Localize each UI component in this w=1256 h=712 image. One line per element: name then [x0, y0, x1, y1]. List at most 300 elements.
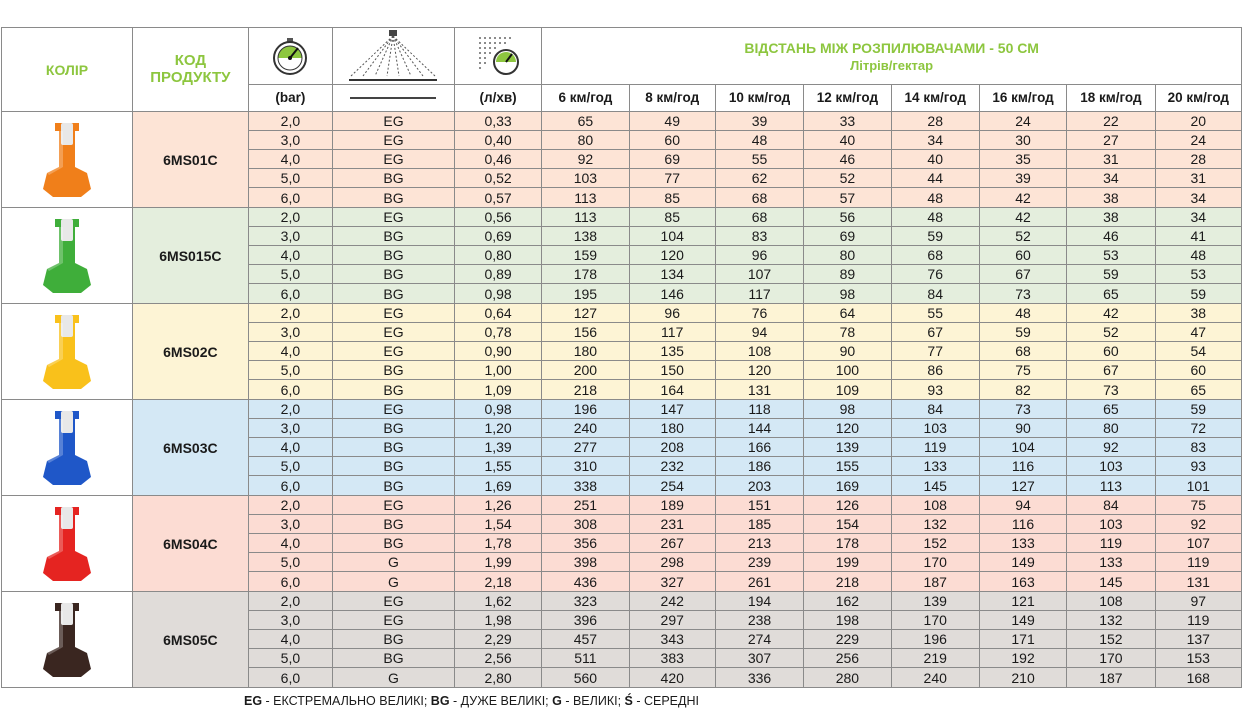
rate-cell: 108 — [715, 342, 803, 361]
rate-cell: 133 — [979, 534, 1066, 553]
rate-cell: 436 — [542, 572, 629, 592]
rate-cell: 77 — [629, 169, 715, 188]
legend-s-text: - СЕРЕДНІ — [632, 694, 699, 708]
rate-cell: 180 — [542, 342, 629, 361]
droplet-class-cell: BG — [333, 630, 455, 649]
rate-cell: 67 — [891, 323, 979, 342]
distance-subtitle: Літрів/гектар — [850, 57, 934, 73]
table-row — [2, 496, 1242, 515]
rate-cell: 119 — [1155, 611, 1241, 630]
rate-cell: 180 — [629, 419, 715, 438]
flow-cell: 1,26 — [454, 496, 541, 515]
legend-g-text: - ВЕЛИКІ; — [561, 694, 625, 708]
rate-cell: 100 — [804, 361, 891, 380]
rate-cell: 121 — [979, 592, 1066, 611]
rate-cell: 94 — [715, 323, 803, 342]
rate-cell: 73 — [1067, 380, 1155, 400]
legend-s-code: Ś — [624, 694, 633, 708]
pressure-cell: 2,0 — [248, 592, 332, 611]
color-header: КОЛІР — [2, 28, 133, 112]
rate-cell: 42 — [979, 208, 1066, 227]
droplet-class-cell: BG — [333, 438, 455, 457]
rate-cell: 139 — [891, 592, 979, 611]
rate-cell: 35 — [979, 150, 1066, 169]
rate-cell: 113 — [542, 208, 629, 227]
pressure-cell: 6,0 — [248, 380, 332, 400]
rate-cell: 229 — [804, 630, 891, 649]
table-row — [2, 400, 1242, 419]
pressure-cell: 5,0 — [248, 553, 332, 572]
rate-cell: 150 — [629, 361, 715, 380]
rate-cell: 218 — [804, 572, 891, 592]
rate-cell: 232 — [629, 457, 715, 476]
rate-cell: 113 — [542, 188, 629, 208]
rate-cell: 261 — [715, 572, 803, 592]
rate-cell: 107 — [1155, 534, 1241, 553]
rate-cell: 149 — [979, 553, 1066, 572]
nozzle-color-swatch — [2, 496, 133, 592]
table-row — [2, 208, 1242, 227]
rate-cell: 155 — [804, 457, 891, 476]
flow-cell: 0,52 — [454, 169, 541, 188]
nozzle-color-swatch — [2, 592, 133, 688]
pressure-cell: 6,0 — [248, 476, 332, 496]
rate-cell: 327 — [629, 572, 715, 592]
rate-cell: 24 — [1155, 131, 1241, 150]
rate-cell: 171 — [979, 630, 1066, 649]
rate-cell: 457 — [542, 630, 629, 649]
rate-cell: 39 — [715, 112, 803, 131]
rate-cell: 28 — [1155, 150, 1241, 169]
pressure-cell: 2,0 — [248, 304, 332, 323]
rate-cell: 65 — [1067, 400, 1155, 419]
rate-cell: 194 — [715, 592, 803, 611]
product-code: 6MS04C — [133, 496, 249, 592]
flow-cell: 1,98 — [454, 611, 541, 630]
rate-cell: 120 — [804, 419, 891, 438]
flow-cell: 1,62 — [454, 592, 541, 611]
rate-cell: 48 — [891, 208, 979, 227]
rate-cell: 196 — [542, 400, 629, 419]
speed-header: 12 км/год — [804, 85, 891, 112]
droplet-class-cell: BG — [333, 476, 455, 496]
rate-cell: 185 — [715, 515, 803, 534]
rate-cell: 203 — [715, 476, 803, 496]
rate-cell: 86 — [891, 361, 979, 380]
spray-icon-cell — [333, 28, 455, 85]
flow-cell: 0,40 — [454, 131, 541, 150]
flow-cell: 1,55 — [454, 457, 541, 476]
rate-cell: 72 — [1155, 419, 1241, 438]
pressure-cell: 4,0 — [248, 150, 332, 169]
rate-cell: 138 — [542, 227, 629, 246]
rate-cell: 132 — [1067, 611, 1155, 630]
rate-cell: 356 — [542, 534, 629, 553]
rate-cell: 120 — [715, 361, 803, 380]
rate-cell: 152 — [891, 534, 979, 553]
rate-cell: 98 — [804, 284, 891, 304]
rate-cell: 92 — [1155, 515, 1241, 534]
speed-header: 14 км/год — [891, 85, 979, 112]
droplet-class-cell: BG — [333, 534, 455, 553]
rate-cell: 139 — [804, 438, 891, 457]
rate-cell: 219 — [891, 649, 979, 668]
rate-cell: 166 — [715, 438, 803, 457]
rate-cell: 38 — [1067, 188, 1155, 208]
rate-cell: 59 — [891, 227, 979, 246]
pressure-icon-cell — [248, 28, 332, 85]
rate-cell: 62 — [715, 169, 803, 188]
flow-icon-cell — [454, 28, 541, 85]
rate-cell: 107 — [715, 265, 803, 284]
rate-cell: 187 — [891, 572, 979, 592]
rate-cell: 68 — [891, 246, 979, 265]
droplet-class-cell: EG — [333, 342, 455, 361]
speed-header: 20 км/год — [1155, 85, 1241, 112]
rate-cell: 159 — [542, 246, 629, 265]
rate-cell: 97 — [1155, 592, 1241, 611]
pressure-cell: 2,0 — [248, 400, 332, 419]
rate-cell: 168 — [1155, 668, 1241, 688]
rate-cell: 218 — [542, 380, 629, 400]
pressure-cell: 5,0 — [248, 649, 332, 668]
rate-cell: 396 — [542, 611, 629, 630]
rate-cell: 210 — [979, 668, 1066, 688]
table-row — [2, 304, 1242, 323]
rate-cell: 24 — [979, 112, 1066, 131]
droplet-class-cell: BG — [333, 169, 455, 188]
rate-cell: 48 — [715, 131, 803, 150]
droplet-class-cell: EG — [333, 304, 455, 323]
rate-cell: 170 — [891, 611, 979, 630]
rate-cell: 511 — [542, 649, 629, 668]
rate-cell: 59 — [1155, 284, 1241, 304]
rate-cell: 78 — [804, 323, 891, 342]
rate-cell: 82 — [979, 380, 1066, 400]
rate-cell: 44 — [891, 169, 979, 188]
rate-cell: 127 — [542, 304, 629, 323]
rate-cell: 307 — [715, 649, 803, 668]
rate-cell: 134 — [629, 265, 715, 284]
rate-cell: 89 — [804, 265, 891, 284]
rate-cell: 56 — [804, 208, 891, 227]
droplet-class-cell: BG — [333, 227, 455, 246]
rate-cell: 108 — [891, 496, 979, 515]
droplet-class-cell: G — [333, 572, 455, 592]
rate-cell: 65 — [1155, 380, 1241, 400]
rate-cell: 170 — [891, 553, 979, 572]
product-code: 6MS02C — [133, 304, 249, 400]
rate-cell: 80 — [1067, 419, 1155, 438]
spray-fan-icon — [345, 28, 441, 84]
flow-cell: 1,09 — [454, 380, 541, 400]
pressure-gauge-icon — [271, 36, 309, 76]
pressure-cell: 4,0 — [248, 246, 332, 265]
droplet-class-cell: BG — [333, 457, 455, 476]
rate-cell: 55 — [715, 150, 803, 169]
rate-cell: 34 — [891, 131, 979, 150]
rate-cell: 137 — [1155, 630, 1241, 649]
rate-cell: 398 — [542, 553, 629, 572]
rate-cell: 200 — [542, 361, 629, 380]
pressure-cell: 3,0 — [248, 323, 332, 342]
droplet-class-cell: EG — [333, 112, 455, 131]
rate-cell: 90 — [804, 342, 891, 361]
code-header: КОД ПРОДУКТУ — [133, 28, 249, 112]
rate-cell: 208 — [629, 438, 715, 457]
rate-cell: 84 — [1067, 496, 1155, 515]
rate-cell: 46 — [1067, 227, 1155, 246]
rate-cell: 242 — [629, 592, 715, 611]
rate-cell: 54 — [1155, 342, 1241, 361]
rate-cell: 104 — [979, 438, 1066, 457]
pressure-cell: 6,0 — [248, 188, 332, 208]
flow-cell: 1,00 — [454, 361, 541, 380]
rate-cell: 103 — [891, 419, 979, 438]
rate-cell: 560 — [542, 668, 629, 688]
rate-cell: 41 — [1155, 227, 1241, 246]
flow-cell: 0,80 — [454, 246, 541, 265]
rate-cell: 383 — [629, 649, 715, 668]
rate-cell: 92 — [1067, 438, 1155, 457]
flow-cell: 0,64 — [454, 304, 541, 323]
rate-cell: 73 — [979, 400, 1066, 419]
rate-cell: 116 — [979, 457, 1066, 476]
pressure-cell: 4,0 — [248, 630, 332, 649]
rate-cell: 52 — [804, 169, 891, 188]
rate-cell: 113 — [1067, 476, 1155, 496]
pressure-cell: 5,0 — [248, 169, 332, 188]
rate-cell: 30 — [979, 131, 1066, 150]
rate-cell: 73 — [979, 284, 1066, 304]
rate-cell: 84 — [891, 400, 979, 419]
speed-header: 18 км/год — [1067, 85, 1155, 112]
flow-cell: 1,54 — [454, 515, 541, 534]
speed-header: 16 км/год — [979, 85, 1066, 112]
rate-cell: 80 — [542, 131, 629, 150]
rate-cell: 40 — [891, 150, 979, 169]
rate-cell: 52 — [979, 227, 1066, 246]
rate-cell: 126 — [804, 496, 891, 515]
pressure-cell: 5,0 — [248, 361, 332, 380]
rate-cell: 65 — [1067, 284, 1155, 304]
rate-cell: 195 — [542, 284, 629, 304]
rate-cell: 323 — [542, 592, 629, 611]
droplet-class-cell: BG — [333, 380, 455, 400]
rate-cell: 164 — [629, 380, 715, 400]
rate-cell: 27 — [1067, 131, 1155, 150]
rate-cell: 240 — [542, 419, 629, 438]
flow-cell: 1,78 — [454, 534, 541, 553]
flow-cell: 0,98 — [454, 284, 541, 304]
rate-cell: 120 — [629, 246, 715, 265]
rate-cell: 117 — [715, 284, 803, 304]
rate-cell: 119 — [891, 438, 979, 457]
rate-cell: 53 — [1067, 246, 1155, 265]
flow-cell: 0,78 — [454, 323, 541, 342]
droplet-class-cell: BG — [333, 649, 455, 668]
spray-unit — [333, 85, 455, 112]
rate-cell: 48 — [979, 304, 1066, 323]
pressure-cell: 3,0 — [248, 131, 332, 150]
product-code: 6MS01C — [133, 112, 249, 208]
rate-cell: 116 — [979, 515, 1066, 534]
rate-cell: 76 — [891, 265, 979, 284]
distance-title: ВІДСТАНЬ МІЖ РОЗПИЛЮВАЧАМИ - 50 СМ — [744, 39, 1039, 56]
rate-cell: 131 — [1155, 572, 1241, 592]
rate-cell: 101 — [1155, 476, 1241, 496]
rate-cell: 96 — [629, 304, 715, 323]
rate-cell: 80 — [804, 246, 891, 265]
nozzle-icon — [37, 309, 97, 395]
pressure-cell: 6,0 — [248, 572, 332, 592]
rate-cell: 75 — [1155, 496, 1241, 515]
pressure-cell: 3,0 — [248, 227, 332, 246]
rate-cell: 162 — [804, 592, 891, 611]
pressure-cell: 5,0 — [248, 265, 332, 284]
rate-cell: 31 — [1155, 169, 1241, 188]
rate-cell: 420 — [629, 668, 715, 688]
rate-cell: 119 — [1155, 553, 1241, 572]
rate-cell: 92 — [542, 150, 629, 169]
rate-cell: 178 — [804, 534, 891, 553]
rate-cell: 38 — [1067, 208, 1155, 227]
rate-cell: 196 — [891, 630, 979, 649]
rate-cell: 145 — [891, 476, 979, 496]
nozzle-icon — [37, 117, 97, 203]
rate-cell: 169 — [804, 476, 891, 496]
rate-cell: 198 — [804, 611, 891, 630]
rate-cell: 52 — [1067, 323, 1155, 342]
rate-cell: 163 — [979, 572, 1066, 592]
nozzle-table — [1, 27, 1242, 688]
rate-cell: 28 — [891, 112, 979, 131]
droplet-class-cell: EG — [333, 323, 455, 342]
rate-cell: 31 — [1067, 150, 1155, 169]
rate-cell: 60 — [629, 131, 715, 150]
rate-cell: 153 — [1155, 649, 1241, 668]
flow-cell: 1,99 — [454, 553, 541, 572]
droplet-class-cell: BG — [333, 419, 455, 438]
nozzle-icon — [37, 501, 97, 587]
droplet-class-cell: EG — [333, 400, 455, 419]
pressure-cell: 4,0 — [248, 342, 332, 361]
rate-cell: 178 — [542, 265, 629, 284]
rate-cell: 297 — [629, 611, 715, 630]
rate-cell: 144 — [715, 419, 803, 438]
rate-cell: 40 — [804, 131, 891, 150]
pressure-cell: 2,0 — [248, 208, 332, 227]
legend-bg-text: - ДУЖЕ ВЕЛИКІ; — [449, 694, 553, 708]
legend-g-code: G — [552, 694, 562, 708]
rate-cell: 68 — [715, 188, 803, 208]
flow-cell: 0,46 — [454, 150, 541, 169]
flow-cell: 0,33 — [454, 112, 541, 131]
pressure-cell: 6,0 — [248, 284, 332, 304]
rate-cell: 267 — [629, 534, 715, 553]
table-row — [2, 112, 1242, 131]
droplet-class-cell: BG — [333, 188, 455, 208]
rate-cell: 34 — [1067, 169, 1155, 188]
legend-bg-code: BG — [430, 694, 450, 708]
droplet-class-cell: EG — [333, 496, 455, 515]
flow-cell: 1,39 — [454, 438, 541, 457]
rate-cell: 57 — [804, 188, 891, 208]
rate-cell: 149 — [979, 611, 1066, 630]
rate-cell: 146 — [629, 284, 715, 304]
pressure-cell: 4,0 — [248, 438, 332, 457]
rate-cell: 20 — [1155, 112, 1241, 131]
flow-unit: (л/хв) — [454, 85, 541, 112]
rate-cell: 60 — [979, 246, 1066, 265]
flow-gauge-icon — [476, 34, 520, 78]
pressure-cell: 4,0 — [248, 534, 332, 553]
rate-cell: 68 — [979, 342, 1066, 361]
rate-cell: 277 — [542, 438, 629, 457]
flow-cell: 0,69 — [454, 227, 541, 246]
droplet-class-cell: BG — [333, 361, 455, 380]
table-row — [2, 592, 1242, 611]
rate-cell: 55 — [891, 304, 979, 323]
rate-cell: 154 — [804, 515, 891, 534]
rate-cell: 187 — [1067, 668, 1155, 688]
rate-cell: 64 — [804, 304, 891, 323]
droplet-class-cell: EG — [333, 592, 455, 611]
flow-cell: 0,89 — [454, 265, 541, 284]
product-code: 6MS015C — [133, 208, 249, 304]
pressure-cell: 2,0 — [248, 496, 332, 515]
pressure-unit: (bar) — [248, 85, 332, 112]
pressure-cell: 6,0 — [248, 668, 332, 688]
rate-cell: 42 — [979, 188, 1066, 208]
flow-cell: 1,69 — [454, 476, 541, 496]
rate-cell: 274 — [715, 630, 803, 649]
rate-cell: 231 — [629, 515, 715, 534]
rate-cell: 343 — [629, 630, 715, 649]
nozzle-icon — [37, 597, 97, 683]
rate-cell: 34 — [1155, 208, 1241, 227]
rate-cell: 48 — [1155, 246, 1241, 265]
rate-cell: 310 — [542, 457, 629, 476]
rate-cell: 65 — [542, 112, 629, 131]
rate-cell: 94 — [979, 496, 1066, 515]
flow-cell: 2,18 — [454, 572, 541, 592]
rate-cell: 60 — [1067, 342, 1155, 361]
rate-cell: 103 — [1067, 457, 1155, 476]
speed-header: 8 км/год — [629, 85, 715, 112]
rate-cell: 238 — [715, 611, 803, 630]
rate-cell: 103 — [542, 169, 629, 188]
droplet-class-cell: BG — [333, 265, 455, 284]
rate-cell: 39 — [979, 169, 1066, 188]
distance-header — [542, 28, 1242, 85]
rate-cell: 108 — [1067, 592, 1155, 611]
rate-cell: 98 — [804, 400, 891, 419]
flow-cell: 0,57 — [454, 188, 541, 208]
rate-cell: 251 — [542, 496, 629, 515]
droplet-class-cell: EG — [333, 611, 455, 630]
rate-cell: 135 — [629, 342, 715, 361]
pressure-cell: 2,0 — [248, 112, 332, 131]
rate-cell: 96 — [715, 246, 803, 265]
rate-cell: 85 — [629, 208, 715, 227]
rate-cell: 213 — [715, 534, 803, 553]
rate-cell: 308 — [542, 515, 629, 534]
product-code: 6MS03C — [133, 400, 249, 496]
flow-cell: 0,98 — [454, 400, 541, 419]
rate-cell: 133 — [891, 457, 979, 476]
flow-cell: 2,80 — [454, 668, 541, 688]
